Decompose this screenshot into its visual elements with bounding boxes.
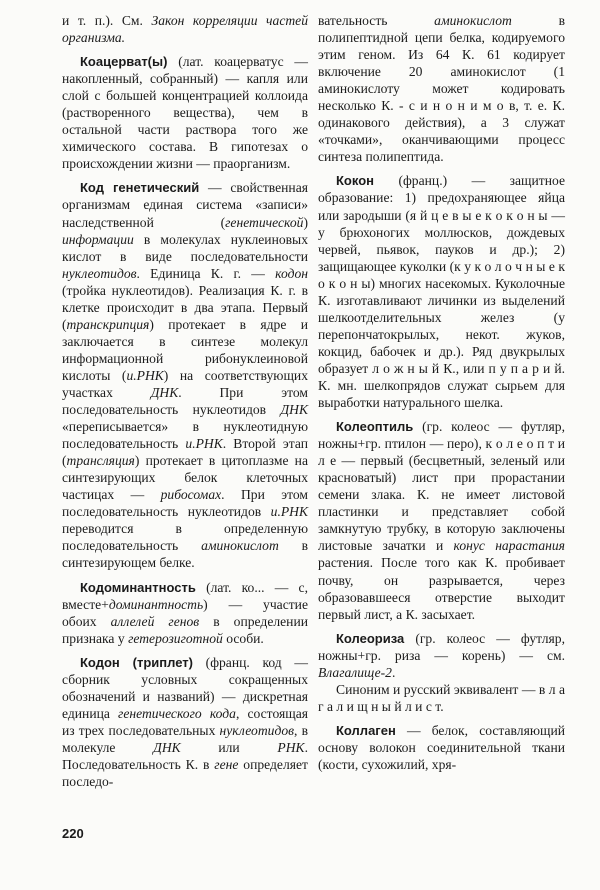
entry-text: — свойственная организмам единая система «записи» наследственной (генетической) информации в молекулах нуклеиновых кислот в виде последовательности нуклеотидов. Единица К. г. — кодон (тройка нуклеотидов). Реализация К. г. в клетке происходит в два этапа. Первый (транскрипция) протекает в ядре и заключается в синтезе молекул информационной рибонуклеиновой кислоты (и.РНК) на соответствующих участках ДНК. При этом последовательность нуклеотидов ДНК «переписывается» в нуклеотидную последовательность и.РНК. Второй этап (трансляция) протекает в цитоплазме на синтезирующих белок клеточных частицах — рибосомах. При этом последовательность нуклеотидов и.РНК переводится в определенную последовательность аминокислот в синтезирующем белке. [62, 180, 308, 571]
entry-term: Коацерват(ы) [80, 54, 168, 70]
entry-term: Колеориза [336, 630, 405, 646]
entry-kollagen [318, 722, 565, 773]
entry-term: Коллаген [336, 722, 396, 738]
entry-term: Кодоминантность [80, 579, 196, 595]
entry-kokon [318, 172, 565, 411]
entry-term: Кодон (триплет) [80, 654, 193, 670]
left-column [62, 12, 308, 797]
entry-continuation [318, 12, 565, 165]
entry-text: Синоним и русский эквивалент — в л а г а л и щ н ы й л и с т. [318, 681, 565, 714]
entry-text: — белок, составляющий основу волокон соединительной ткани (кости, сухожилий, хря- [318, 722, 565, 772]
entry-0 [62, 12, 308, 46]
entry-term: Кокон [336, 173, 375, 189]
entry-text: и т. п.). См. Закон корреляции частей организма. [62, 13, 309, 46]
entry-term: Код генетический [80, 180, 200, 196]
entry-kod-geneticheskiy [62, 179, 308, 571]
entry-koleoptil [318, 418, 565, 623]
entry-text: (гр. колеос — футляр, ножны+гр. риза — корень) — см. Влагалище-2. [318, 630, 565, 680]
entry-text: (лат. ко... — с, вместе+доминантность) — участие обоих аллелей генов в определении признака у гетерозиготной особи. [62, 579, 308, 646]
entry-text: (лат. коацерватус — накопленный, собранный) — капля или слой с большей концентрацией коллоида (растворенного вещества), чем в остальной части раствора того же химического состава. В гипотезах о происхождении жизни — праорганизм. [62, 54, 308, 172]
entry-koleoriza [318, 630, 565, 681]
entry-text: вательность аминокислот в полипептидной цепи белка, кодируемого этим геном. Из 64 К. 61 кодирует включение 20 аминокислот (1 аминокислоту может кодировать несколько К. - с и н о н и м о в, т. е. К. одинакового действия), а 3 служат «точками», оканчивающими процесс синтеза полипептида. [318, 13, 565, 165]
entry-kodominantnost [62, 579, 308, 647]
entry-kodon [62, 654, 308, 790]
right-column [318, 12, 565, 780]
entry-sinonim [318, 681, 565, 715]
entry-text: (франц.) — защитное образование: 1) предохраняющее яйца или зародыши (я й ц е в ы е к о к о н ы — у брюхоногих моллюсков, дождевых червей, пьявок, пауков и др.); 2) защищающее куколки (к у к о л о ч н ы е к о к о н ы) многих насекомых. Куколочные К. изготавливают личинки из выделений шелкоотделительных желез (у перепончатокрылых, некот. жуков, кокцид, бабочек и др.). Ряд двукрылых образует л о ж н ы й К., или п у п а р и й. К. мн. шелкопрядов служат сырьем для выработки натурального шелка. [318, 173, 565, 411]
entry-koacervat [62, 53, 308, 172]
page-number: 220 [62, 826, 84, 841]
entry-term: Колеоптиль [336, 419, 414, 435]
entry-text: (франц. код — сборник условных сокращенных обозначений и названий) — дискретная единица генетического кода, состоящая из трех последовательных нуклеотидов, в молекуле ДНК или РНК. Последовательность К. в гене определяет последо- [62, 654, 309, 790]
entry-text: (гр. колеос — футляр, ножны+гр. птилон — перо), к о л е о п т и л е — первый (бесцветный, зеленый или красноватый) лист при прорастании семени злака. К. не имеет листовой пластинки и представляет собой замкнутую трубку, в которую заключены листовые зачатки и конус нарастания растения. После того как К. пробивает почву, он разрывается, через образовавшееся отверстие выходит первый лист, а К. засыхает. [318, 419, 565, 622]
